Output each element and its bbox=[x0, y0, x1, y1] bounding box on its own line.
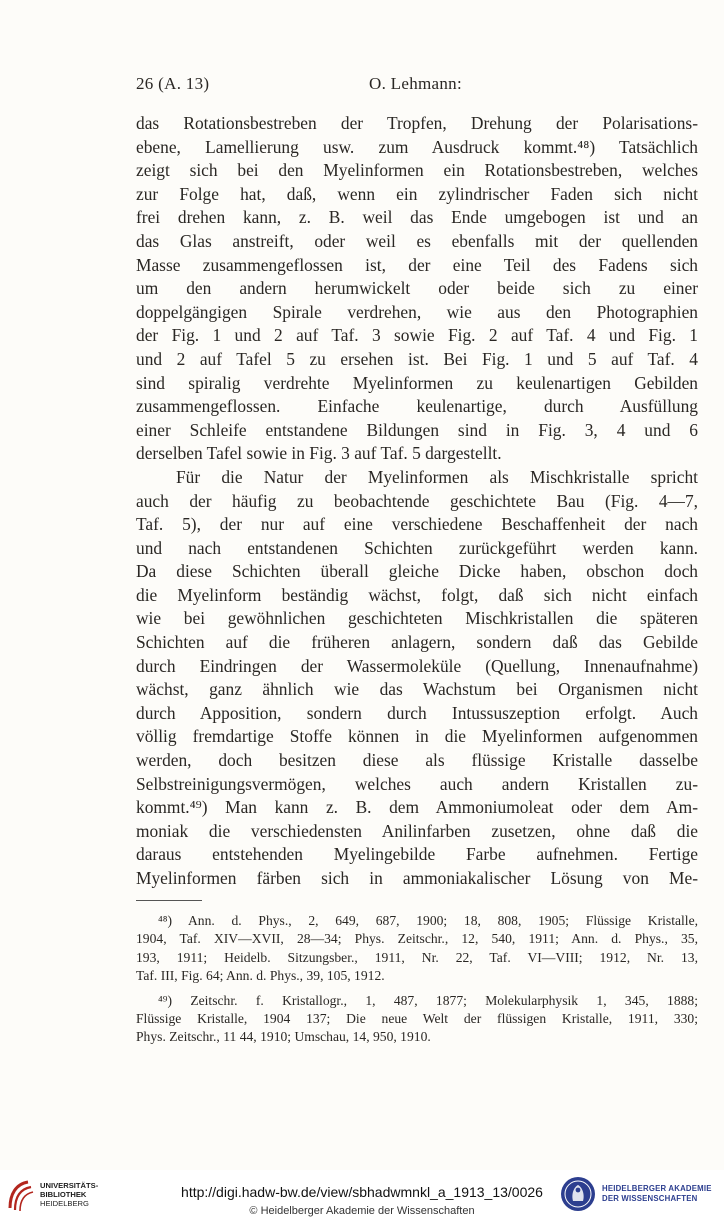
body-line: und nach entstandenen Schichten zurückgeführt werden kann. bbox=[136, 537, 698, 558]
body-line: werden, doch besitzen diese als flüssige Kristalle dasselbe bbox=[136, 750, 698, 771]
copyright-notice: © Heidelberger Akademie der Wissenschaften bbox=[249, 1205, 475, 1217]
body-line: durch Eindringen der Wassermoleküle (Quellung, Innenaufnahme) bbox=[136, 655, 698, 676]
body-line: das Glas anstreift, oder weil es ebenfalls mit der quellenden bbox=[136, 230, 698, 251]
body-line: durch Apposition, sondern durch Intussuszeption erfolgt. Auch bbox=[136, 702, 698, 723]
body-line: Taf. 5), der nur auf eine verschiedene Beschaffenheit der nach bbox=[136, 514, 698, 535]
body-line: frei drehen kann, z. B. weil das Ende umgebogen ist und an bbox=[136, 207, 698, 228]
body-line: völlig fremdartige Stoffe können in die Myelinformen aufgenommen bbox=[136, 726, 698, 747]
body-line: die Myelinform beständig wächst, folgt, daß sich nicht einfach bbox=[136, 584, 698, 605]
body-line: und 2 auf Tafel 5 zu ersehen ist. Bei Fig. 1 und 5 auf Taf. 4 bbox=[136, 348, 698, 369]
footnote-line: 193, 1911; Heidelb. Sitzungsber., 1911, Nr. 22, Taf. VI—VIII; 1912, Nr. 13, bbox=[136, 949, 698, 965]
body-line: Schichten auf die früheren anlagern, sondern daß das Gebilde bbox=[136, 632, 698, 653]
body-line: derselben Tafel sowie in Fig. 3 auf Taf. 5 dargestellt. bbox=[136, 443, 502, 464]
body-line: daraus entstehenden Myelingebilde Farbe aufnehmen. Fertige bbox=[136, 844, 698, 865]
body-line: zur Folge hat, daß, wenn ein zylindrischer Faden sich nicht bbox=[136, 183, 698, 204]
body-line: sind spiralig verdrehte Myelinformen zu keulenartigen Gebilden bbox=[136, 372, 698, 393]
body-text bbox=[136, 112, 698, 891]
body-line: Da diese Schichten überall gleiche Dicke haben, obschon doch bbox=[136, 561, 698, 582]
academy-seal-icon bbox=[560, 1174, 596, 1214]
viewer-footer bbox=[0, 1170, 724, 1224]
footnote-line: Phys. Zeitschr., 11 44, 1910; Umschau, 14, 950, 1910. bbox=[136, 1029, 431, 1045]
footnote-line: 1904, Taf. XIV—XVII, 28—34; Phys. Zeitschr., 12, 540, 1911; Ann. d. Phys., 35, bbox=[136, 931, 698, 947]
footnote-line: ⁴⁹) Zeitschr. f. Kristallogr., 1, 487, 1877; Molekularphysik 1, 345, 1888; bbox=[158, 992, 698, 1008]
footnote-line: Taf. III, Fig. 64; Ann. d. Phys., 39, 105, 1912. bbox=[136, 968, 385, 984]
running-head-author: O. Lehmann: bbox=[369, 74, 462, 93]
body-line: zusammengeflossen. Einfache keulenartige, durch Ausfüllung bbox=[136, 396, 698, 417]
paragraph-start-line: Für die Natur der Myelinformen als Mischkristalle spricht bbox=[176, 466, 698, 487]
body-line: kommt.⁴⁹) Man kann z. B. dem Ammoniumoleat oder dem Am- bbox=[136, 797, 698, 818]
body-line: der Fig. 1 und 2 auf Taf. 3 sowie Fig. 2 auf Taf. 4 und Fig. 1 bbox=[136, 325, 698, 346]
footnote-48 bbox=[136, 912, 698, 986]
body-line: ebene, Lamellierung usw. zum Ausdruck kommt.⁴⁸) Tatsächlich bbox=[136, 136, 698, 157]
footnote-rule bbox=[136, 900, 202, 901]
body-line: doppelgängigen Spirale verdrehen, wie aus den Photographien bbox=[136, 301, 698, 322]
body-line: wie bei gewöhnlichen geschichteten Mischkristallen die späteren bbox=[136, 608, 698, 629]
academy-name: HEIDELBERGER AKADEMIE DER WISSENSCHAFTEN bbox=[602, 1184, 712, 1203]
body-line: wächst, ganz ähnlich wie das Wachstum bei Organismen nicht bbox=[136, 679, 698, 700]
library-name: UNIVERSITÄTS- BIBLIOTHEK HEIDELBERG bbox=[40, 1181, 99, 1208]
body-line: Masse zusammengeflossen ist, der eine Teil des Fadens sich bbox=[136, 254, 698, 275]
body-line: Selbstreinigungsvermögen, welches auch andern Kristallen zu- bbox=[136, 773, 698, 794]
body-line: das Rotationsbestreben der Tropfen, Drehung der Polarisations- bbox=[136, 113, 698, 133]
footnotes bbox=[136, 912, 698, 1047]
footnote-line: Flüssige Kristalle, 1904 137; Die neue Welt der flüssigen Kristalle, 1911, 330; bbox=[136, 1010, 698, 1026]
body-line: auch der häufig zu beobachtende geschichtete Bau (Fig. 4—7, bbox=[136, 490, 698, 511]
footnote-line: ⁴⁸) Ann. d. Phys., 2, 649, 687, 1900; 18, 808, 1905; Flüssige Kristalle, bbox=[158, 913, 698, 928]
page-number: 26 (A. 13) bbox=[136, 74, 210, 93]
footnote-49 bbox=[136, 992, 698, 1047]
body-line: zeigt sich bei den Myelinformen ein Rotationsbestreben, welches bbox=[136, 160, 698, 181]
permalink-url[interactable]: http://digi.hadw-bw.de/view/sbhadwmnkl_a_1913_13/0026 bbox=[181, 1184, 543, 1200]
body-line: um den andern herumwickelt oder beide sich zu einer bbox=[136, 278, 698, 299]
body-line: Myelinformen färben sich in ammoniakalischer Lösung von Me- bbox=[136, 868, 698, 888]
body-line: moniak die verschiedensten Anilinfarben zusetzen, ohne daß die bbox=[136, 820, 698, 841]
body-line: einer Schleife entstandene Bildungen sind in Fig. 3, 4 und 6 bbox=[136, 419, 698, 440]
